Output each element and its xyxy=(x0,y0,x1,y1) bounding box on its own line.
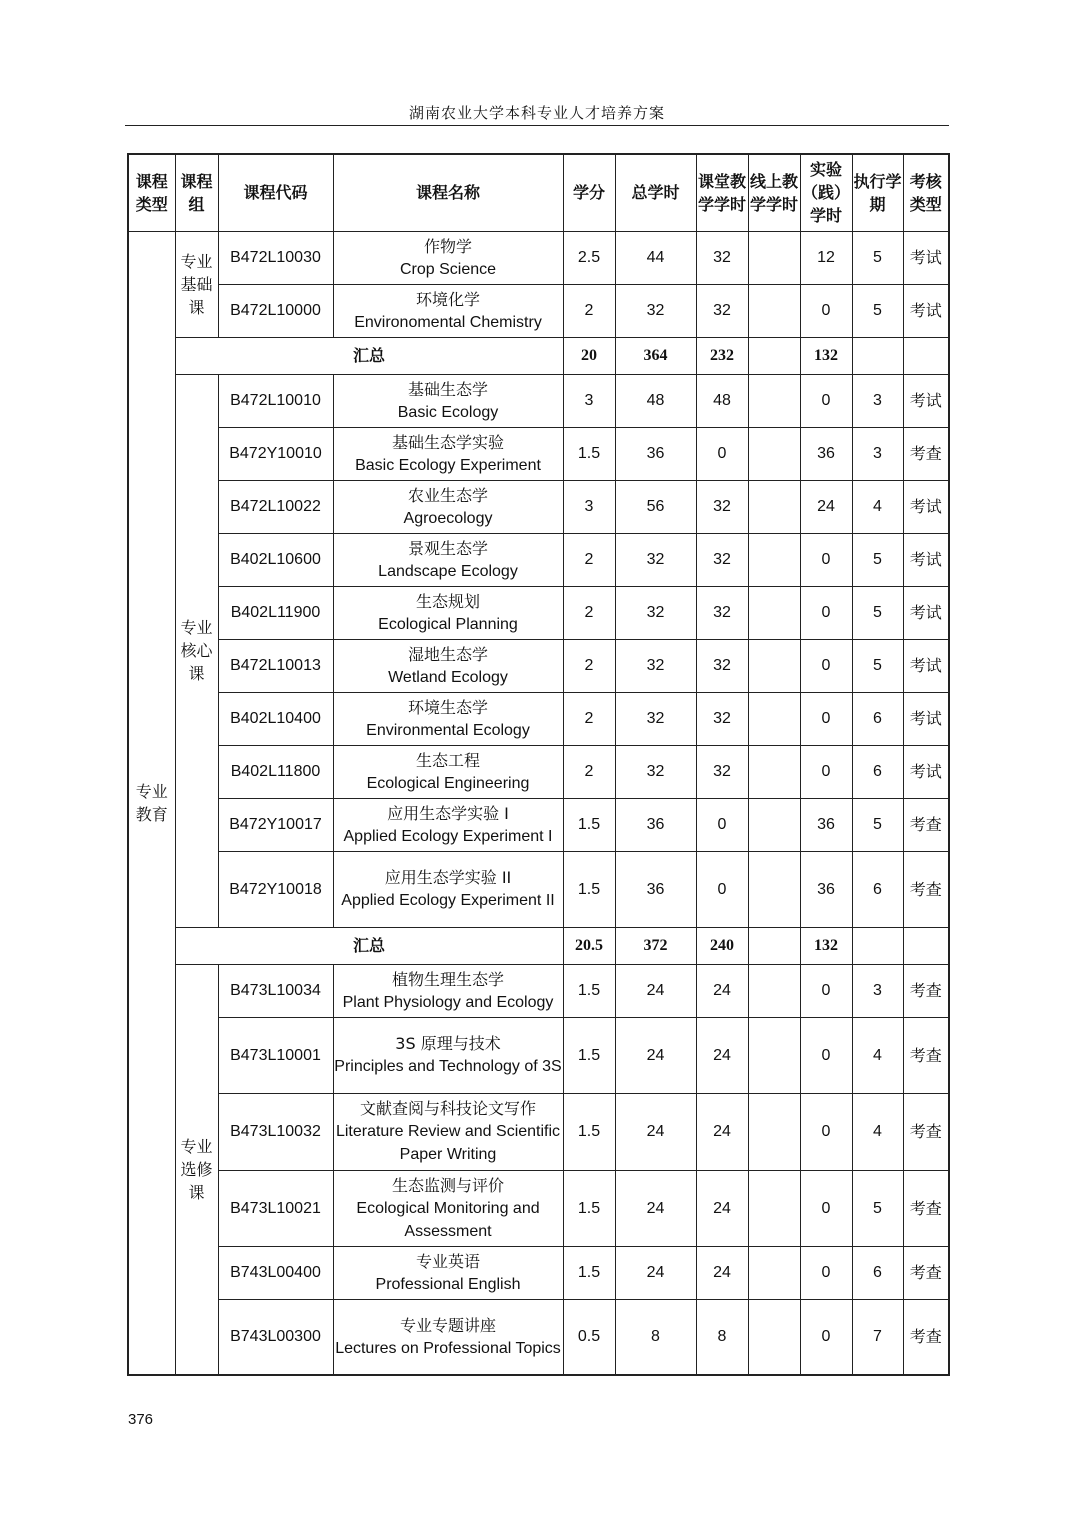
course-name-zh: 环境化学 xyxy=(415,289,480,309)
credit: 1.5 xyxy=(563,1017,615,1093)
col-header: 课程名称 xyxy=(333,154,563,231)
table-row xyxy=(128,1170,949,1246)
course-name-zh: 应用生态学实验 II xyxy=(384,868,512,887)
online-hours xyxy=(748,639,800,692)
online-hours xyxy=(748,798,800,851)
col-header: 总学时 xyxy=(615,154,696,231)
table-row xyxy=(128,231,949,284)
online-hours xyxy=(748,480,800,533)
lab-hours: 0 xyxy=(800,586,852,639)
class-hours: 32 xyxy=(696,284,748,337)
course-code: B402L11900 xyxy=(218,586,333,639)
credit: 2 xyxy=(563,639,615,692)
course-name xyxy=(333,745,563,798)
col-header: 课堂教学学时 xyxy=(696,154,748,231)
course-code: B472Y10010 xyxy=(218,427,333,480)
lab-hours: 0 xyxy=(800,745,852,798)
course-name xyxy=(333,692,563,745)
class-hours: 32 xyxy=(696,231,748,284)
course-code: B472Y10018 xyxy=(218,851,333,927)
course-code: B472L10022 xyxy=(218,480,333,533)
course-name-zh: 专业英语 xyxy=(415,1251,480,1271)
total-hours: 36 xyxy=(615,798,696,851)
credit: 1.5 xyxy=(563,1093,615,1170)
credit: 1.5 xyxy=(563,798,615,851)
course-name-en: Ecological Engineering xyxy=(366,774,530,792)
col-header: 课程代码 xyxy=(218,154,333,231)
course-code: B472L10013 xyxy=(218,639,333,692)
course-code: B743L00400 xyxy=(218,1246,333,1299)
lab-hours: 0 xyxy=(800,1017,852,1093)
credit: 1.5 xyxy=(563,1246,615,1299)
online-hours xyxy=(748,1170,800,1246)
lab-hours: 12 xyxy=(800,231,852,284)
total-hours: 8 xyxy=(615,1299,696,1375)
course-name xyxy=(333,964,563,1017)
total-hours: 32 xyxy=(615,586,696,639)
online-hours xyxy=(748,1017,800,1093)
course-name-zh: 3S 原理与技术 xyxy=(395,1034,501,1053)
total-hours: 32 xyxy=(615,284,696,337)
term: 6 xyxy=(852,692,903,745)
online-hours xyxy=(748,851,800,927)
total-hours: 32 xyxy=(615,533,696,586)
online-hours xyxy=(748,231,800,284)
table-row xyxy=(128,374,949,427)
total-hours: 36 xyxy=(615,427,696,480)
credit: 2 xyxy=(563,586,615,639)
course-name-en: Applied Ecology Experiment I xyxy=(343,827,553,845)
summary-row xyxy=(128,927,949,964)
lab-hours: 0 xyxy=(800,639,852,692)
course-group-cell: 专业基础课 xyxy=(175,231,218,337)
course-name xyxy=(333,798,563,851)
course-code: B472L10000 xyxy=(218,284,333,337)
credit: 2.5 xyxy=(563,231,615,284)
course-name-zh: 专业专题讲座 xyxy=(399,1315,496,1335)
table-row xyxy=(128,480,949,533)
exam-type: 考查 xyxy=(903,1246,949,1299)
total-hours: 24 xyxy=(615,1246,696,1299)
summary-credit: 20.5 xyxy=(563,927,615,964)
course-name xyxy=(333,284,563,337)
course-name-en: Ecological Planning xyxy=(378,615,518,633)
course-name-en: Principles and Technology of 3S xyxy=(334,1058,562,1075)
table-row xyxy=(128,533,949,586)
lab-hours: 36 xyxy=(800,851,852,927)
class-hours: 24 xyxy=(696,1170,748,1246)
online-hours xyxy=(748,964,800,1017)
table-row xyxy=(128,798,949,851)
online-hours xyxy=(748,586,800,639)
term: 6 xyxy=(852,745,903,798)
term: 5 xyxy=(852,798,903,851)
course-name xyxy=(333,480,563,533)
summary-exam xyxy=(903,337,949,374)
table-row xyxy=(128,1299,949,1375)
course-name-zh: 基础生态学 xyxy=(407,379,488,399)
course-name xyxy=(333,1093,563,1170)
exam-type: 考查 xyxy=(903,798,949,851)
course-code: B402L10400 xyxy=(218,692,333,745)
course-name-en: Environomental Chemistry xyxy=(354,313,542,331)
lab-hours: 0 xyxy=(800,533,852,586)
lab-hours: 0 xyxy=(800,1170,852,1246)
course-name xyxy=(333,1170,563,1246)
summary-total-hours: 364 xyxy=(615,337,696,374)
course-name xyxy=(333,374,563,427)
header-rule xyxy=(125,125,949,126)
course-name-zh: 作物学 xyxy=(423,236,472,256)
exam-type: 考试 xyxy=(903,231,949,284)
lab-hours: 24 xyxy=(800,480,852,533)
table-row xyxy=(128,1017,949,1093)
lab-hours: 36 xyxy=(800,798,852,851)
lab-hours: 0 xyxy=(800,374,852,427)
exam-type: 考查 xyxy=(903,964,949,1017)
course-group-cell: 专业选修课 xyxy=(175,964,218,1375)
term: 5 xyxy=(852,1170,903,1246)
course-code: B472L10010 xyxy=(218,374,333,427)
term: 4 xyxy=(852,1093,903,1170)
summary-total-hours: 372 xyxy=(615,927,696,964)
total-hours: 32 xyxy=(615,745,696,798)
class-hours: 32 xyxy=(696,692,748,745)
credit: 1.5 xyxy=(563,964,615,1017)
exam-type: 考试 xyxy=(903,480,949,533)
summary-credit: 20 xyxy=(563,337,615,374)
table-row xyxy=(128,851,949,927)
table-row xyxy=(128,964,949,1017)
class-hours: 32 xyxy=(696,533,748,586)
summary-online-hours xyxy=(748,927,800,964)
class-hours: 0 xyxy=(696,851,748,927)
summary-row xyxy=(128,337,949,374)
credit: 2 xyxy=(563,284,615,337)
course-name xyxy=(333,231,563,284)
course-name-zh: 农业生态学 xyxy=(407,485,488,505)
course-name-zh: 植物生理生态学 xyxy=(391,969,504,989)
term: 4 xyxy=(852,1017,903,1093)
term: 5 xyxy=(852,533,903,586)
col-header: 考核类型 xyxy=(903,154,949,231)
total-hours: 32 xyxy=(615,639,696,692)
term: 5 xyxy=(852,586,903,639)
course-table xyxy=(127,153,950,1376)
term: 5 xyxy=(852,639,903,692)
table-row xyxy=(128,639,949,692)
course-name xyxy=(333,533,563,586)
course-code: B473L10032 xyxy=(218,1093,333,1170)
class-hours: 24 xyxy=(696,964,748,1017)
online-hours xyxy=(748,745,800,798)
exam-type: 考查 xyxy=(903,1017,949,1093)
course-code: B402L11800 xyxy=(218,745,333,798)
total-hours: 24 xyxy=(615,1017,696,1093)
summary-class-hours: 232 xyxy=(696,337,748,374)
course-name xyxy=(333,851,563,927)
class-hours: 24 xyxy=(696,1017,748,1093)
credit: 0.5 xyxy=(563,1299,615,1375)
class-hours: 0 xyxy=(696,798,748,851)
course-code: B472Y10017 xyxy=(218,798,333,851)
col-header: 课程组 xyxy=(175,154,218,231)
table-row xyxy=(128,586,949,639)
exam-type: 考查 xyxy=(903,1299,949,1375)
total-hours: 24 xyxy=(615,1093,696,1170)
class-hours: 32 xyxy=(696,745,748,798)
class-hours: 24 xyxy=(696,1246,748,1299)
term: 7 xyxy=(852,1299,903,1375)
total-hours: 36 xyxy=(615,851,696,927)
course-name-zh: 生态工程 xyxy=(415,750,480,770)
exam-type: 考查 xyxy=(903,851,949,927)
total-hours: 56 xyxy=(615,480,696,533)
table-body xyxy=(128,231,949,1375)
lab-hours: 0 xyxy=(800,1093,852,1170)
lab-hours: 0 xyxy=(800,284,852,337)
course-code: B402L10600 xyxy=(218,533,333,586)
online-hours xyxy=(748,374,800,427)
exam-type: 考试 xyxy=(903,745,949,798)
course-name-en: Wetland Ecology xyxy=(388,668,508,686)
course-name-en: Agroecology xyxy=(403,509,493,527)
course-code: B473L10034 xyxy=(218,964,333,1017)
course-name xyxy=(333,427,563,480)
exam-type: 考查 xyxy=(903,1170,949,1246)
course-name-zh: 基础生态学实验 xyxy=(391,432,504,452)
lab-hours: 0 xyxy=(800,1246,852,1299)
course-name xyxy=(333,1017,563,1093)
credit: 1.5 xyxy=(563,851,615,927)
course-code: B473L10001 xyxy=(218,1017,333,1093)
class-hours: 48 xyxy=(696,374,748,427)
course-name-zh: 文献查阅与科技论文写作 xyxy=(359,1099,536,1118)
term: 3 xyxy=(852,374,903,427)
class-hours: 0 xyxy=(696,427,748,480)
summary-label: 汇总 xyxy=(175,337,563,374)
online-hours xyxy=(748,284,800,337)
credit: 2 xyxy=(563,745,615,798)
course-name-en: Literature Review and Scientific Paper Writing xyxy=(335,1123,561,1163)
exam-type: 考试 xyxy=(903,586,949,639)
col-header: 课程类型 xyxy=(128,154,175,231)
col-header: 线上教学学时 xyxy=(748,154,800,231)
col-header: 实验（践）学时 xyxy=(800,154,852,231)
summary-label: 汇总 xyxy=(175,927,563,964)
online-hours xyxy=(748,427,800,480)
course-group-cell: 专业核心课 xyxy=(175,374,218,927)
term: 4 xyxy=(852,480,903,533)
credit: 3 xyxy=(563,374,615,427)
course-name xyxy=(333,586,563,639)
online-hours xyxy=(748,1093,800,1170)
course-name-zh: 湿地生态学 xyxy=(407,644,488,664)
course-code: B743L00300 xyxy=(218,1299,333,1375)
total-hours: 44 xyxy=(615,231,696,284)
class-hours: 32 xyxy=(696,586,748,639)
term: 5 xyxy=(852,284,903,337)
class-hours: 32 xyxy=(696,480,748,533)
table-row xyxy=(128,1246,949,1299)
exam-type: 考试 xyxy=(903,284,949,337)
course-name-en: Applied Ecology Experiment II xyxy=(341,892,555,909)
table-row xyxy=(128,284,949,337)
summary-exam xyxy=(903,927,949,964)
course-name xyxy=(333,1246,563,1299)
page-number: 376 xyxy=(128,1411,154,1428)
term: 6 xyxy=(852,1246,903,1299)
total-hours: 24 xyxy=(615,1170,696,1246)
course-name xyxy=(333,639,563,692)
term: 3 xyxy=(852,964,903,1017)
summary-term xyxy=(852,337,903,374)
course-name-en: Professional English xyxy=(375,1275,521,1293)
course-name-en: Basic Ecology xyxy=(397,403,499,421)
summary-class-hours: 240 xyxy=(696,927,748,964)
term: 3 xyxy=(852,427,903,480)
course-name xyxy=(333,1299,563,1375)
course-name-zh: 生态规划 xyxy=(415,591,480,611)
lab-hours: 36 xyxy=(800,427,852,480)
total-hours: 32 xyxy=(615,692,696,745)
col-header: 学分 xyxy=(563,154,615,231)
online-hours xyxy=(748,692,800,745)
total-hours: 48 xyxy=(615,374,696,427)
course-name-en: Crop Science xyxy=(399,260,497,278)
lab-hours: 0 xyxy=(800,1299,852,1375)
course-name-zh: 生态监测与评价 xyxy=(391,1175,504,1195)
lab-hours: 0 xyxy=(800,964,852,1017)
exam-type: 考查 xyxy=(903,427,949,480)
exam-type: 考试 xyxy=(903,639,949,692)
credit: 2 xyxy=(563,533,615,586)
course-name-en: Lectures on Professional Topics xyxy=(335,1339,561,1357)
credit: 1.5 xyxy=(563,427,615,480)
credit: 1.5 xyxy=(563,1170,615,1246)
total-hours: 24 xyxy=(615,964,696,1017)
course-name-zh: 应用生态学实验 I xyxy=(387,803,509,823)
online-hours xyxy=(748,1246,800,1299)
course-name-zh: 环境生态学 xyxy=(407,697,488,717)
col-header: 执行学期 xyxy=(852,154,903,231)
lab-hours: 0 xyxy=(800,692,852,745)
exam-type: 考试 xyxy=(903,374,949,427)
summary-lab-hours: 132 xyxy=(800,337,852,374)
class-hours: 24 xyxy=(696,1093,748,1170)
summary-lab-hours: 132 xyxy=(800,927,852,964)
credit: 3 xyxy=(563,480,615,533)
table-row xyxy=(128,1093,949,1170)
course-name-zh: 景观生态学 xyxy=(407,538,488,558)
exam-type: 考查 xyxy=(903,1093,949,1170)
course-name-en: Landscape Ecology xyxy=(378,562,518,580)
course-name-en: Ecological Monitoring and Assessment xyxy=(356,1199,540,1240)
online-hours xyxy=(748,533,800,586)
table-header-row xyxy=(128,154,949,231)
online-hours xyxy=(748,1299,800,1375)
credit: 2 xyxy=(563,692,615,745)
page-header-title: 湖南农业大学本科专业人才培养方案 xyxy=(408,104,665,122)
term: 6 xyxy=(852,851,903,927)
summary-term xyxy=(852,927,903,964)
exam-type: 考试 xyxy=(903,533,949,586)
table-row xyxy=(128,427,949,480)
course-name-en: Basic Ecology Experiment xyxy=(355,456,541,474)
class-hours: 32 xyxy=(696,639,748,692)
class-hours: 8 xyxy=(696,1299,748,1375)
course-code: B472L10030 xyxy=(218,231,333,284)
course-code: B473L10021 xyxy=(218,1170,333,1246)
table-row xyxy=(128,745,949,798)
table-row xyxy=(128,692,949,745)
summary-online-hours xyxy=(748,337,800,374)
exam-type: 考试 xyxy=(903,692,949,745)
course-type-cell: 专业教育 xyxy=(128,231,175,1375)
course-name-en: Environmental Ecology xyxy=(366,721,530,739)
course-name-en: Plant Physiology and Ecology xyxy=(342,993,554,1011)
term: 5 xyxy=(852,231,903,284)
